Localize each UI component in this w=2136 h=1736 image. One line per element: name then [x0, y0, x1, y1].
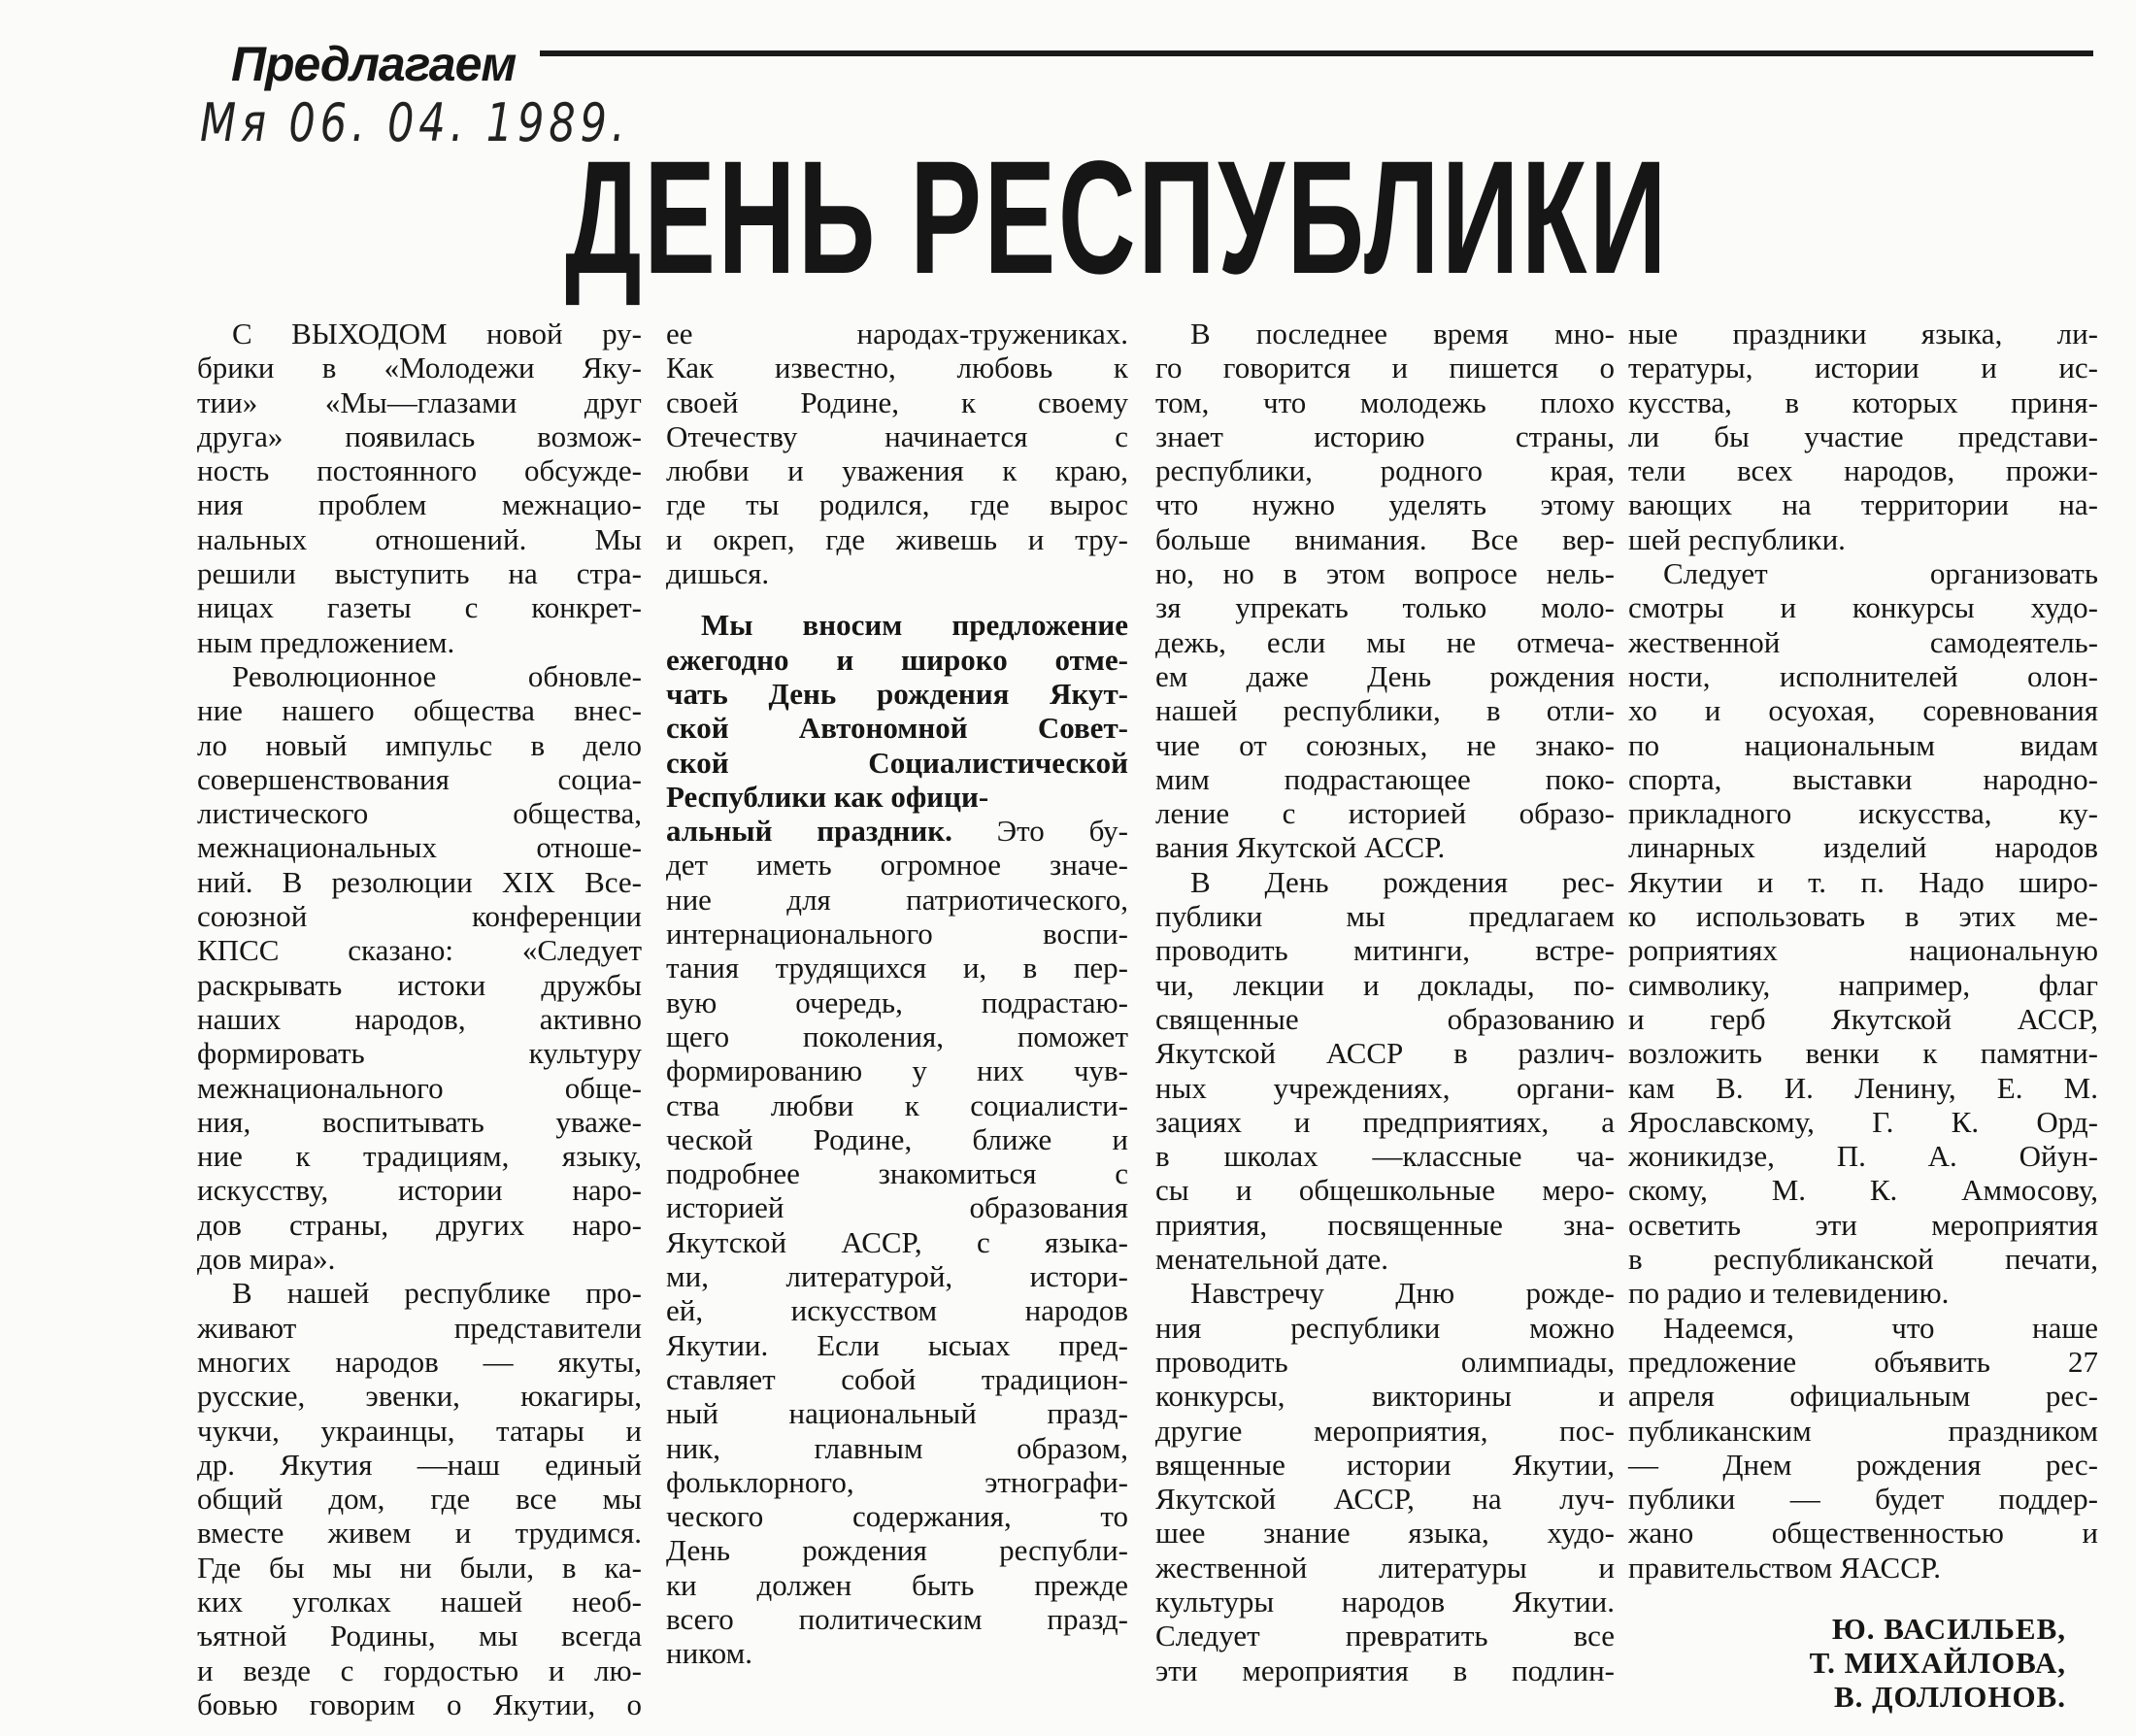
text-line: шее знание языка, худо-	[1155, 1516, 1615, 1551]
text-line: ния, воспитывать уваже-	[197, 1104, 642, 1139]
text-line: Республики как офици-	[666, 779, 989, 814]
text-line: тания трудящихся и, в пер-	[666, 951, 1128, 985]
article-column-4	[1628, 317, 2098, 1585]
text-line: хо и осуохая, соревнования	[1628, 693, 2098, 728]
text-line: Якутской АССР, с языка-	[666, 1224, 1128, 1259]
text-line: публики — будет поддер-	[1628, 1482, 2098, 1517]
text-line: ные праздники языка, ли-	[1628, 317, 2098, 351]
text-line: вую очередь, подрастаю-	[666, 985, 1128, 1019]
text-line: межнациональных отноше-	[197, 830, 642, 865]
rubric-rule	[540, 50, 2093, 56]
text-line: всего политическим празд-	[666, 1601, 1128, 1636]
text-line: приятия, посвященные зна-	[1155, 1207, 1615, 1242]
text-line: жественной литературы и	[1155, 1550, 1615, 1585]
text-line: решили выступить на стра-	[197, 556, 642, 591]
text-line: ки должен быть прежде	[666, 1567, 1128, 1602]
text-line: культуры народов Якутии.	[1155, 1584, 1615, 1619]
text-line: кам В. И. Ленину, Е. М.	[1628, 1070, 2098, 1105]
text-line: эти мероприятия в подлин-	[1155, 1653, 1615, 1687]
text-line: в республиканской печати,	[1628, 1242, 2098, 1277]
text-line: ление с историей образо-	[1155, 796, 1615, 831]
text-line: шей республики.	[1628, 521, 1846, 556]
text-line: чукчи, украинцы, татары и	[197, 1413, 642, 1448]
text-line: вященные истории Якутии,	[1155, 1447, 1615, 1482]
text-line: вания Якутской АССР.	[1155, 830, 1446, 865]
text-line: ей, искусством народов	[666, 1293, 1128, 1328]
text-line: вающих на территории на-	[1628, 487, 2098, 522]
text-line: линарных изделий народов	[1628, 830, 2098, 865]
text-line: С ВЫХОДОМ новой ру-	[232, 317, 642, 351]
text-line: кусства, в которых приня-	[1628, 384, 2098, 419]
text-line: роприятиях национальную	[1628, 933, 2098, 968]
text-line: ние для патриотического,	[666, 882, 1128, 917]
text-line: ской Автономной Совет-	[666, 711, 1128, 746]
text-line: щего поколения, поможет	[666, 1018, 1128, 1053]
text-line: ный национальный празд-	[666, 1396, 1128, 1431]
text-line: ние к традициям, языку,	[197, 1139, 642, 1174]
text-line: дишься.	[666, 556, 770, 591]
text-line: жано общественностью и	[1628, 1516, 2098, 1551]
text-line: Следует превратить все	[1155, 1619, 1615, 1653]
text-line: совершенствования социа-	[197, 761, 642, 796]
text-line: скому, М. К. Аммосову,	[1628, 1173, 2098, 1208]
text-line: возложить венки к памятни-	[1628, 1036, 2098, 1071]
text-line: Революционное обновле-	[232, 658, 642, 693]
text-line: своей Родине, к своему	[666, 384, 1128, 419]
article-paragraph	[1628, 317, 2098, 556]
signature-author: В. ДОЛЛОНОВ.	[1833, 1680, 2066, 1714]
article-paragraph	[197, 1276, 642, 1721]
text-line: го говорится и пишется о	[1155, 351, 1615, 385]
text-line: формировать культуру	[197, 1036, 642, 1071]
text-line: смотры и конкурсы худо-	[1628, 590, 2098, 625]
article-column-3	[1155, 317, 1615, 1687]
text-line: ее народах-тружениках.	[666, 317, 1128, 351]
text-line: подробнее знакомиться с	[666, 1156, 1128, 1191]
text-line: священные образованию	[1155, 1001, 1615, 1036]
text-line: наших народов, активно	[197, 1001, 642, 1036]
article-paragraph	[666, 608, 1128, 814]
article-column-1	[197, 317, 642, 1721]
article-paragraph	[1155, 1276, 1615, 1687]
text-line: Якутии. Если ысыах пред-	[666, 1327, 1128, 1362]
text-line: тературы, истории и ис-	[1628, 351, 2098, 385]
text-line: листического общества,	[197, 796, 642, 831]
text-line: ежегодно и широко отме-	[666, 642, 1128, 677]
text-line: ческого содержания, то	[666, 1499, 1128, 1534]
signature-block	[1810, 1612, 2066, 1714]
article-paragraph	[1628, 1311, 2098, 1585]
text-line: формированию у них чув-	[666, 1053, 1128, 1088]
text-line: бовью говорим о Якутии, о	[197, 1686, 642, 1721]
article-paragraph	[1155, 865, 1615, 1277]
text-line: ний. В резолюции XIX Все-	[197, 864, 642, 899]
text-line: публиканским праздником	[1628, 1413, 2098, 1448]
bold-text: альный праздник.	[666, 814, 952, 849]
text-line: Навстречу Дню рожде-	[1190, 1276, 1615, 1311]
text-line: и везде с гордостью и лю-	[197, 1653, 642, 1687]
text-line: общий дом, где все мы	[197, 1482, 642, 1517]
text-line: и окреп, где живешь и тру-	[666, 521, 1128, 556]
text-line: по радио и телевидению.	[1628, 1276, 1950, 1311]
text-line: жоникидзе, П. А. Ойун-	[1628, 1139, 2098, 1174]
text-line: больше внимания. Все вер-	[1155, 521, 1615, 556]
text-line: Мы вносим предложение	[701, 608, 1128, 643]
text-line: конкурсы, викторины и	[1155, 1379, 1615, 1414]
text-line: знает историю страны,	[1155, 418, 1615, 453]
text-line: том, что молодежь плохо	[1155, 384, 1615, 419]
text-line: дет иметь огромное значе-	[666, 848, 1128, 883]
text-line: чи, лекции и доклады, по-	[1155, 967, 1615, 1002]
text-line: ъятной Родины, мы всегда	[197, 1619, 642, 1653]
text-line: по национальным видам	[1628, 727, 2098, 762]
text-line: но, но в этом вопросе нель-	[1155, 556, 1615, 591]
text-line: осветить эти мероприятия	[1628, 1207, 2098, 1242]
article-paragraph	[197, 659, 642, 1276]
text-line: раскрывать истоки дружбы	[197, 967, 642, 1002]
text-line: любви и уважения к краю,	[666, 453, 1128, 488]
text-line: ности, исполнителей олон-	[1628, 658, 2098, 693]
text-line: ких уголках нашей необ-	[197, 1584, 642, 1619]
text-line: историей образования	[666, 1190, 1128, 1225]
text-line: Где бы мы ни были, в ка-	[197, 1550, 642, 1585]
text-line: и герб Якутской АССР,	[1628, 1001, 2098, 1036]
text-line: Якутской АССР в различ-	[1155, 1036, 1615, 1071]
text-line: — Днем рождения рес-	[1628, 1447, 2098, 1482]
text-line: брики в «Молодежи Яку-	[197, 351, 642, 385]
text-line: вместе живем и трудимся.	[197, 1516, 642, 1551]
text-line: зациях и предприятиях, а	[1155, 1104, 1615, 1139]
text-line: апреля официальным рес-	[1628, 1379, 2098, 1414]
text-line: ние нашего общества внес-	[197, 693, 642, 728]
text-line: ли бы участие представи-	[1628, 418, 2098, 453]
text-line: другие мероприятия, пос-	[1155, 1413, 1615, 1448]
text-line: Отечеству начинается с	[666, 418, 1128, 453]
text: Это бу-	[951, 814, 1128, 849]
text-line: КПСС сказано: «Следует	[197, 933, 642, 968]
text-line: интернационального воспи-	[666, 917, 1128, 951]
text-line: проводить митинги, встре-	[1155, 933, 1615, 968]
text-line: межнационального обще-	[197, 1070, 642, 1105]
text-line: Ярославскому, Г. К. Орд-	[1628, 1104, 2098, 1139]
article-paragraph	[1628, 556, 2098, 1311]
text-line: Как известно, любовь к	[666, 351, 1128, 385]
text-line: нальных отношений. Мы	[197, 521, 642, 556]
text-line: в школах —классные ча-	[1155, 1139, 1615, 1174]
signature-author: Т. МИХАЙЛОВА,	[1809, 1646, 2066, 1680]
text-line: ния проблем межнацио-	[197, 487, 642, 522]
text-line: ства любви к социалисти-	[666, 1087, 1128, 1122]
text-line: проводить олимпиады,	[1155, 1344, 1615, 1379]
text-line: Надеемся, что наше	[1663, 1310, 2098, 1345]
text-line: Следует организовать	[1663, 556, 2098, 591]
text-line: ность постоянного обсужде-	[197, 453, 642, 488]
text-line: дов мира».	[197, 1242, 336, 1277]
text-line: чать День рождения Якут-	[666, 676, 1128, 711]
text-line: тели всех народов, прожи-	[1628, 453, 2098, 488]
text-line: что нужно уделять этому	[1155, 487, 1615, 522]
text-line: В нашей республике про-	[232, 1276, 642, 1311]
article-paragraph	[666, 814, 1128, 1670]
text-line: В последнее время мно-	[1190, 317, 1615, 351]
text-line: дов страны, других наро-	[197, 1207, 642, 1242]
text-line: публики мы предлагаем	[1155, 899, 1615, 934]
text-line: ло новый импульс в дело	[197, 727, 642, 762]
text-line: ницах газеты с конкрет-	[197, 590, 642, 625]
article-paragraph	[1155, 317, 1615, 865]
text-line: ческой Родине, ближе и	[666, 1121, 1128, 1156]
text-line: менательной дате.	[1155, 1242, 1389, 1277]
text-line: чие от союзных, не знако-	[1155, 727, 1615, 762]
text-line: дежь, если мы не отмеча-	[1155, 624, 1615, 659]
text-line: День рождения республи-	[666, 1533, 1128, 1568]
text-line: русские, эвенки, юкагиры,	[197, 1379, 642, 1414]
text-line: живают представители	[197, 1310, 642, 1345]
text-line: мим подрастающее поко-	[1155, 761, 1615, 796]
text-line: ставляет собой традицион-	[666, 1361, 1128, 1396]
text-line: где ты родился, где вырос	[666, 487, 1128, 522]
text-line: республики, родного края,	[1155, 453, 1615, 488]
text-line: ным предложением.	[197, 624, 455, 659]
text-line: ник, главным образом,	[666, 1430, 1128, 1465]
rubric-label: Предлагаем	[231, 37, 517, 91]
article-title: ДЕНЬ РЕСПУБЛИКИ	[565, 128, 1670, 308]
text-line: прикладного искусства, ку-	[1628, 796, 2098, 831]
text-line: Якутии и т. п. Надо широ-	[1628, 864, 2098, 899]
text-line: Якутской АССР, на луч-	[1155, 1482, 1615, 1517]
text-line: спорта, выставки народно-	[1628, 761, 2098, 796]
text-line: союзной конференции	[197, 899, 642, 934]
text-line: ных учреждениях, органи-	[1155, 1070, 1615, 1105]
text-line: предложение объявить 27	[1628, 1344, 2098, 1379]
text-line: искусству, истории наро-	[197, 1173, 642, 1208]
signature-author: Ю. ВАСИЛЬЕВ,	[1831, 1612, 2066, 1646]
text-line: жественной самодеятель-	[1628, 624, 2098, 659]
text-line: символику, например, флаг	[1628, 967, 2098, 1002]
text-line: В День рождения рес-	[1190, 864, 1615, 899]
text-line: сы и общешкольные меро-	[1155, 1173, 1615, 1208]
article-paragraph	[666, 317, 1128, 590]
text-line: ко использовать в этих ме-	[1628, 899, 2098, 934]
text-line: ской Социалистической	[666, 745, 1128, 780]
article-column-2	[666, 317, 1128, 1671]
text-line: тии» «Мы—глазами друг	[197, 384, 642, 419]
article-paragraph	[197, 317, 642, 659]
text-line: зя упрекать только моло-	[1155, 590, 1615, 625]
text-line	[666, 814, 1128, 848]
text-line: ем даже День рождения	[1155, 658, 1615, 693]
text-line: др. Якутия —наш единый	[197, 1447, 642, 1482]
text-line: ником.	[666, 1636, 752, 1671]
text-line: фольклорного, этнографи-	[666, 1464, 1128, 1499]
handwritten-date-note: Мя 06. 04. 1989.	[200, 92, 630, 153]
text-line: друга» появилась возмож-	[197, 418, 642, 453]
text-line: ми, литературой, истори-	[666, 1259, 1128, 1294]
text-line: многих народов — якуты,	[197, 1344, 642, 1379]
text-line: нашей республики, в отли-	[1155, 693, 1615, 728]
text-line: ния республики можно	[1155, 1310, 1615, 1345]
text-line: правительством ЯАССР.	[1628, 1550, 1941, 1585]
